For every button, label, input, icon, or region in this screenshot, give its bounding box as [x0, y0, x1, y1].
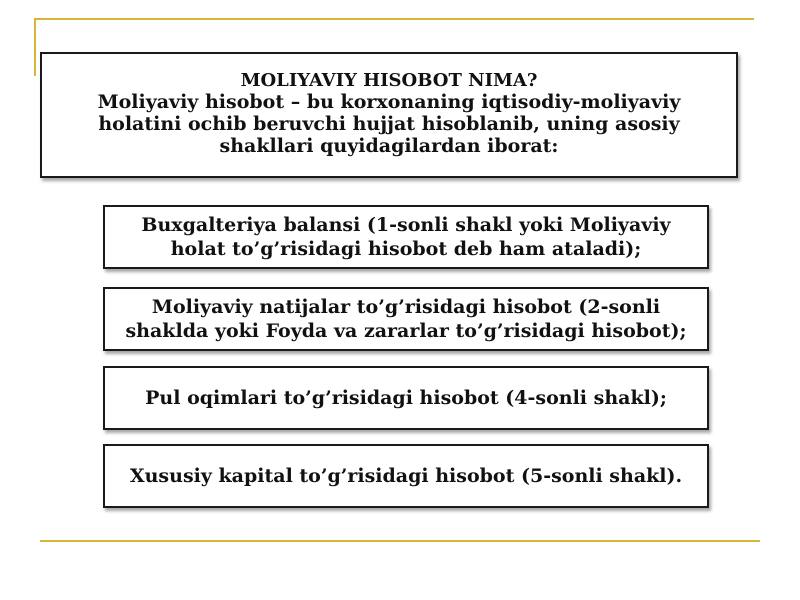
- bottom-accent-line: [40, 540, 760, 542]
- left-accent-line: [34, 18, 36, 76]
- form-box-financial-results: [103, 287, 709, 351]
- form-box-equity: [103, 444, 709, 508]
- form-box-text: Xususiy kapital to’g’risidagi hisobot (5-sonli shakl).: [129, 465, 683, 487]
- form-box-cash-flows: [103, 366, 709, 430]
- definition-box: [40, 52, 738, 178]
- definition-text: Moliyaviy hisobot – bu korxonaning iqtisodiy-moliyaviy holatini ochib beruvchi hujjat hisoblanib, uning asosiy shakllari quyidagilardan iborat:: [97, 90, 681, 157]
- form-box-text: Moliyaviy natijalar to’g’risidagi hisobot (2-sonli shaklda yoki Foyda va zararlar to’g’risidagi hisobot);: [125, 296, 687, 342]
- slide-title: MOLIYAVIY HISOBOT NIMA?: [240, 69, 538, 91]
- form-box-text: Pul oqimlari to’g’risidagi hisobot (4-sonli shakl);: [145, 387, 667, 409]
- form-box-balance-sheet: [103, 205, 709, 269]
- form-box-text: Buxgalteriya balansi (1-sonli shakl yoki Moliyaviy holat to’g’risidagi hisobot deb ham ataladi);: [141, 214, 671, 260]
- top-accent-line: [34, 18, 754, 20]
